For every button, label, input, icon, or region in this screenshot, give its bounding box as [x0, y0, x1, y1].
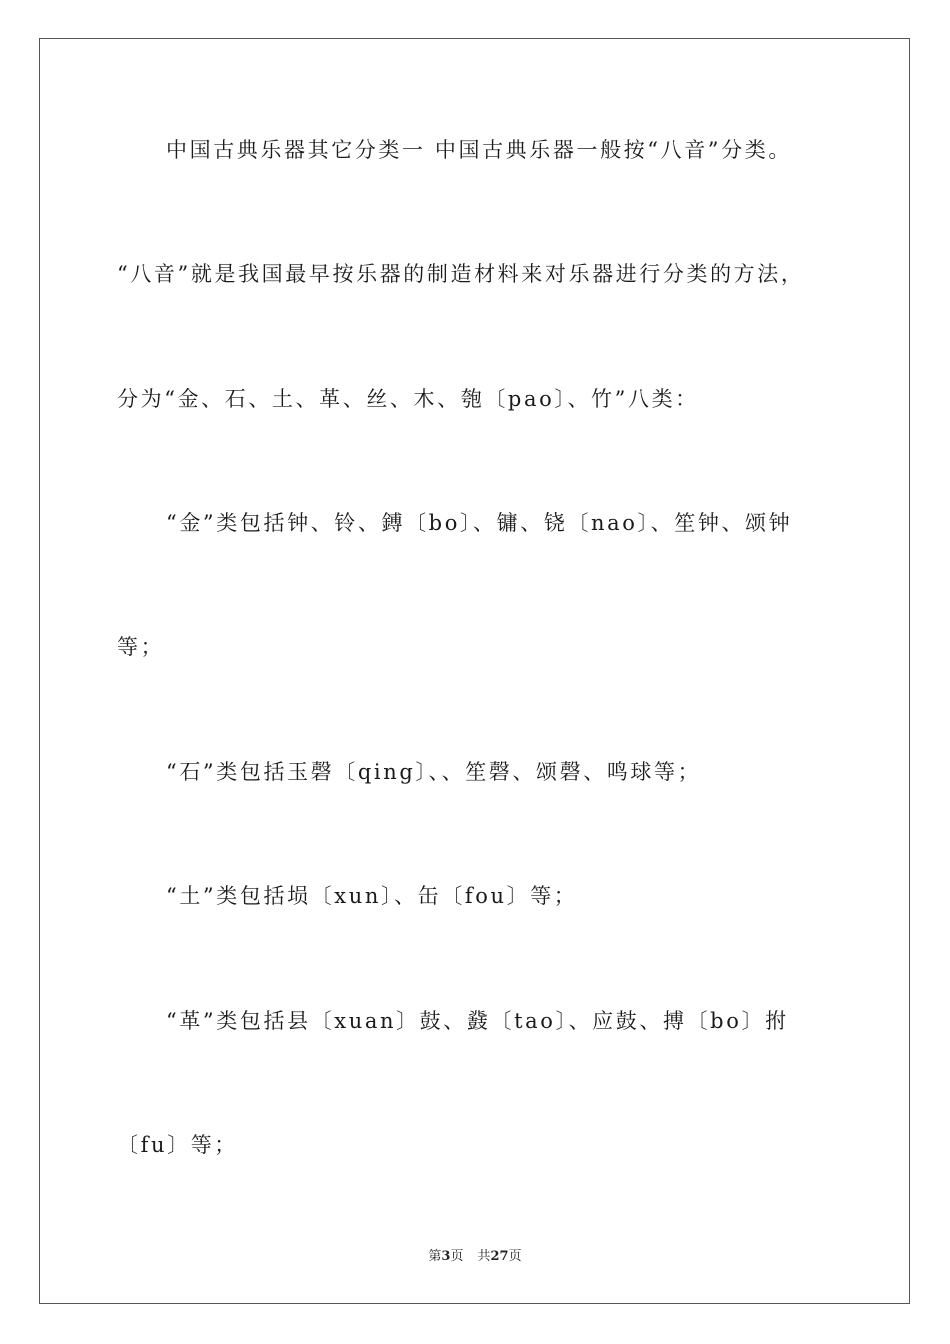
paragraph-line-2: “八音”就是我国最早按乐器的制造材料来对乐器进行分类的方法，	[117, 262, 805, 286]
paragraph-line-3: 分为“金、石、土、革、丝、木、匏〔pao〕、竹”八类：	[117, 387, 699, 411]
paragraph-line-6: “石”类包括玉磬〔qing〕、、笙磬、颂磬、鸣球等；	[166, 760, 702, 784]
page-prefix: 第	[428, 1249, 442, 1264]
page-footer	[0, 1248, 950, 1266]
paragraph-line-7: “土”类包括埙〔xun〕、缶〔fou〕等；	[166, 884, 578, 908]
page-suffix: 页	[450, 1249, 464, 1264]
paragraph-line-5: 等；	[117, 635, 165, 659]
paragraph-line-4: “金”类包括钟、铃、鎛〔bo〕、镛、铙〔nao〕、笙钟、颂钟	[166, 511, 793, 535]
total-pages: 27	[490, 1249, 509, 1264]
paragraph-line-1: 中国古典乐器其它分类一 中国古典乐器一般按“八音”分类。	[166, 138, 792, 162]
paragraph-line-9: 〔fu〕等；	[117, 1133, 238, 1157]
page-number: 3	[441, 1249, 451, 1264]
total-prefix: 共	[477, 1249, 491, 1264]
total-suffix: 页	[508, 1249, 522, 1264]
paragraph-line-8: “革”类包括县〔xuan〕鼓、鼗〔tao〕、应鼓、搏〔bo〕拊	[166, 1009, 789, 1033]
page-border	[39, 38, 910, 1304]
